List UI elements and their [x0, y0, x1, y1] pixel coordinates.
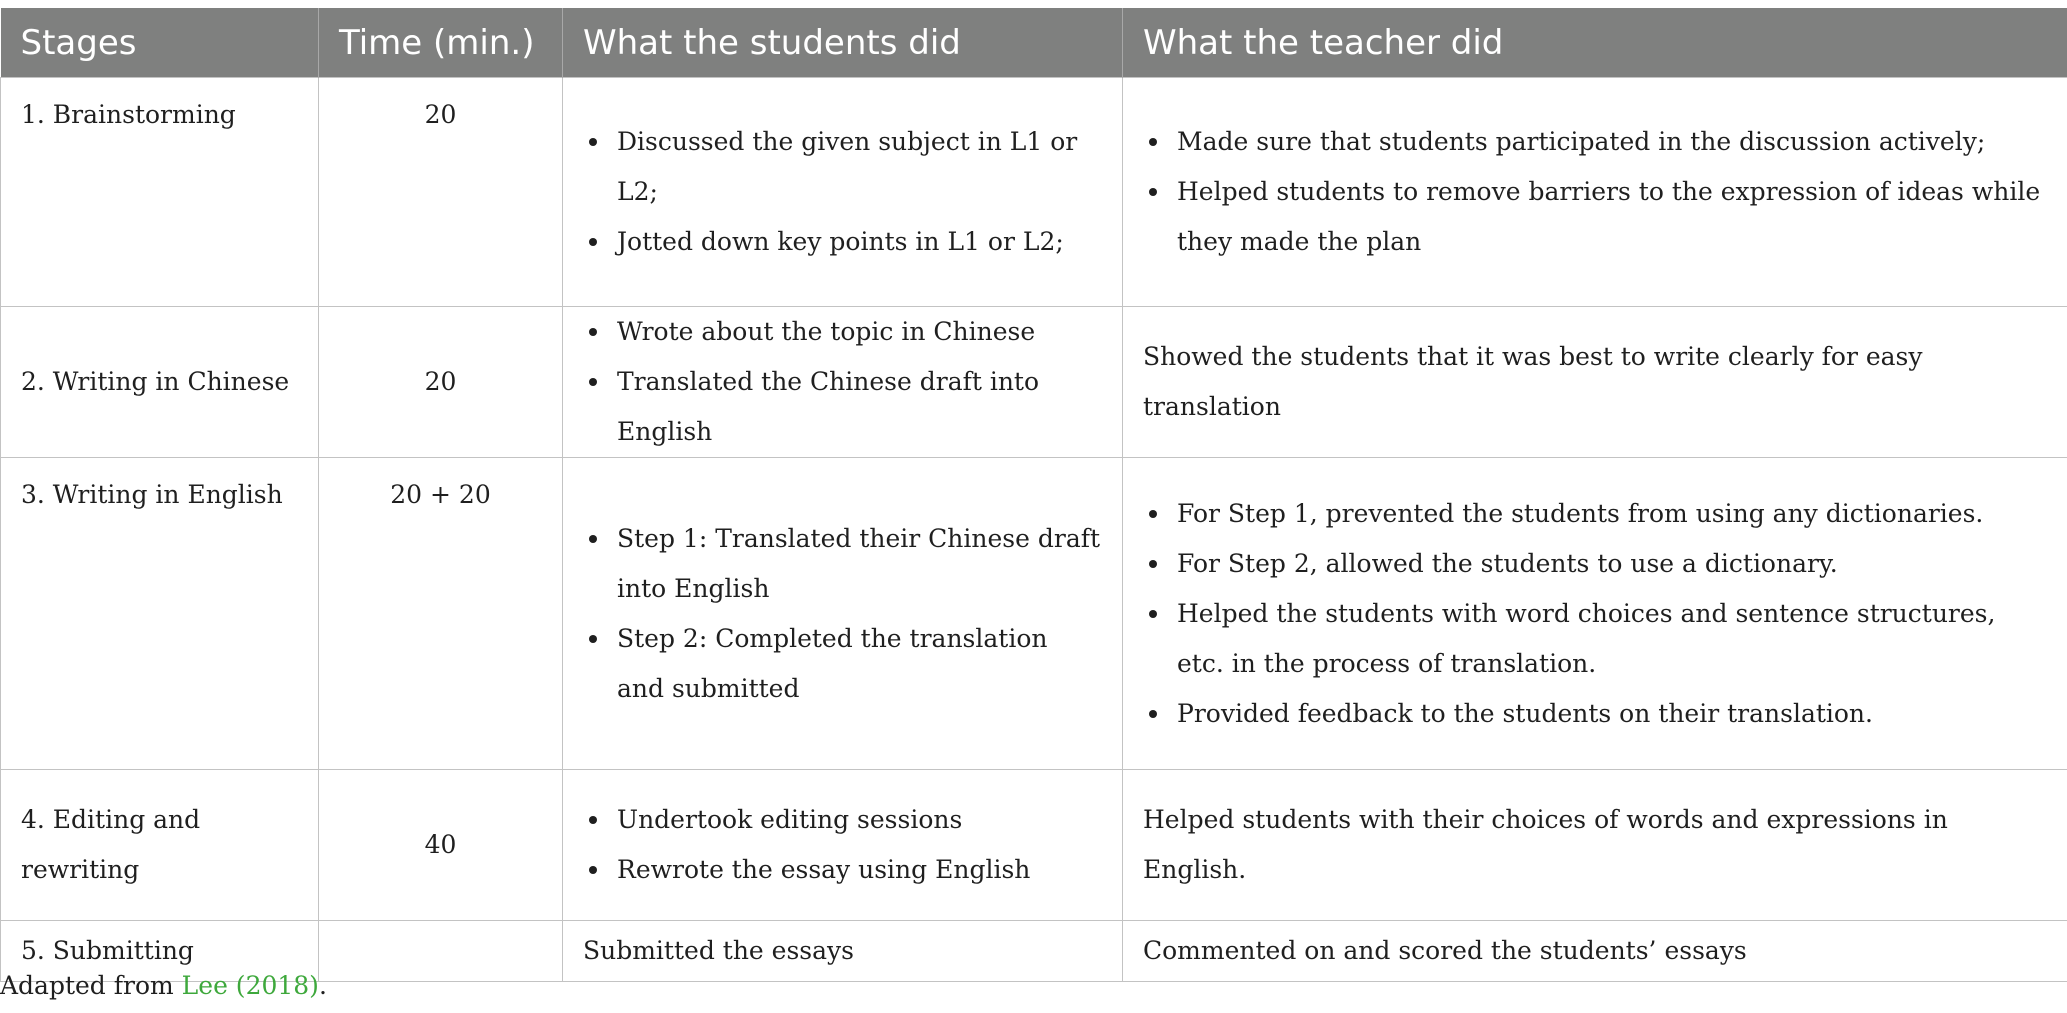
bullet-icon	[1149, 610, 1157, 618]
teacher-cell: Showed the students that it was best to write clearly for easy translation	[1123, 307, 2067, 458]
stage-cell: 3. Writing in English	[1, 458, 319, 770]
stage-cell: 4. Editing and rewriting	[1, 770, 319, 921]
teacher-list	[1143, 117, 2047, 267]
students-list	[583, 307, 1102, 457]
students-list	[583, 514, 1102, 714]
table-row	[1, 78, 2067, 307]
table-row	[1, 458, 2067, 770]
header-teacher: What the teacher did	[1123, 8, 2067, 78]
bullet-icon	[589, 635, 597, 643]
footnote-prefix: Adapted from	[0, 971, 182, 1000]
time-cell: 40	[319, 770, 563, 921]
list-item: Undertook editing sessions	[617, 795, 1102, 845]
bullet-icon	[589, 816, 597, 824]
students-cell	[563, 458, 1123, 770]
students-cell	[563, 307, 1123, 458]
header-row	[1, 8, 2067, 78]
bullet-icon	[1149, 188, 1157, 196]
time-cell: 20 + 20	[319, 458, 563, 770]
list-item: Discussed the given subject in L1 or L2;	[617, 117, 1102, 217]
students-list	[583, 795, 1102, 895]
stages-table	[0, 8, 2067, 982]
teacher-cell	[1123, 78, 2067, 307]
teacher-list	[1143, 489, 2047, 739]
bullet-icon	[589, 138, 597, 146]
list-item: Made sure that students participated in the discussion actively;	[1177, 117, 2047, 167]
table-row	[1, 307, 2067, 458]
teacher-cell	[1123, 458, 2067, 770]
teacher-cell: Helped students with their choices of words and expressions in English.	[1123, 770, 2067, 921]
stage-cell: 5. Submitting	[1, 921, 319, 982]
reference-link[interactable]: Lee (2018)	[181, 971, 319, 1000]
list-item: Step 1: Translated their Chinese draft into English	[617, 514, 1102, 614]
footnote-suffix: .	[318, 971, 327, 1000]
bullet-icon	[1149, 138, 1157, 146]
table-footnote	[0, 966, 327, 1006]
list-item: Jotted down key points in L1 or L2;	[617, 217, 1102, 267]
bullet-icon	[589, 328, 597, 336]
header-students: What the students did	[563, 8, 1123, 78]
header-stages: Stages	[1, 8, 319, 78]
bullet-icon	[589, 378, 597, 386]
bullet-icon	[1149, 710, 1157, 718]
bullet-icon	[1149, 560, 1157, 568]
students-list	[583, 117, 1102, 267]
list-item: Rewrote the essay using English	[617, 845, 1102, 895]
header-time: Time (min.)	[319, 8, 563, 78]
students-cell	[563, 78, 1123, 307]
bullet-icon	[589, 238, 597, 246]
list-item: For Step 2, allowed the students to use a dictionary.	[1177, 539, 2047, 589]
list-item: Provided feedback to the students on their translation.	[1177, 689, 2047, 739]
teacher-cell: Commented on and scored the students’ essays	[1123, 921, 2067, 982]
students-cell: Submitted the essays	[563, 921, 1123, 982]
list-item: Helped students to remove barriers to the expression of ideas while they made the plan	[1177, 167, 2047, 267]
bullet-icon	[589, 535, 597, 543]
list-item: For Step 1, prevented the students from using any dictionaries.	[1177, 489, 2047, 539]
students-cell	[563, 770, 1123, 921]
list-item: Helped the students with word choices and sentence structures, etc. in the process of translation.	[1177, 589, 2047, 689]
list-item: Step 2: Completed the translation and submitted	[617, 614, 1102, 714]
list-item: Translated the Chinese draft into English	[617, 357, 1102, 457]
bullet-icon	[1149, 510, 1157, 518]
time-cell: 20	[319, 307, 563, 458]
bullet-icon	[589, 866, 597, 874]
time-cell	[319, 921, 563, 982]
list-item: Wrote about the topic in Chinese	[617, 307, 1102, 357]
time-cell: 20	[319, 78, 563, 307]
stage-cell: 1. Brainstorming	[1, 78, 319, 307]
stage-cell: 2. Writing in Chinese	[1, 307, 319, 458]
table-row	[1, 770, 2067, 921]
